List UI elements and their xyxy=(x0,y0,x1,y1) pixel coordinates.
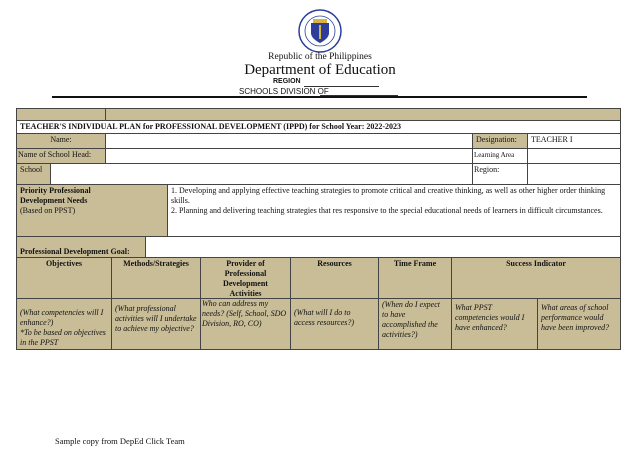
name-field[interactable] xyxy=(105,133,473,149)
form-title: TEACHER'S INDIVIDUAL PLAN for PROFESSIONAL DEVELOPMENT (IPPD) for School Year: 2022-2023 xyxy=(16,120,621,134)
name-label: Name: xyxy=(16,133,106,149)
school-head-label: Name of School Head: xyxy=(16,148,106,164)
school-head-field[interactable] xyxy=(105,148,473,164)
prompt-methods: (What professional activities will I undertake to achieve my objective? xyxy=(111,298,201,350)
priority-needs-cell xyxy=(167,184,621,237)
header-rule xyxy=(52,96,587,98)
goal-label: Professional Development Goal: xyxy=(16,236,146,258)
republic-text: Republic of the Philippines xyxy=(268,52,372,62)
footer-note: Sample copy from DepEd Click Team xyxy=(55,436,185,446)
prompt-school-performance: What areas of school performance would have been improved? xyxy=(537,298,621,350)
prompt-time-frame: (When do I expect to have accomplished the activities?) xyxy=(378,298,452,350)
header-success-indicator: Success Indicator xyxy=(451,257,621,299)
prompt-objectives: (What competencies will I enhance?) *To be based on objectives in the PPST xyxy=(16,298,112,350)
header-resources: Resources xyxy=(290,257,379,299)
goal-field[interactable] xyxy=(145,236,621,258)
header-methods: Methods/Strategies xyxy=(111,257,201,299)
prompt-provider: Who can address my needs? (Self, School, SDO Division, RO, CO) xyxy=(200,298,291,350)
header-provider: Provider of Professional Development Activities xyxy=(200,257,291,299)
region-label: REGION xyxy=(273,78,301,85)
division-label: SCHOOLS DIVISION OF xyxy=(239,87,329,96)
deped-seal-logo xyxy=(298,9,342,53)
learning-area-label: Learning Area xyxy=(472,148,528,164)
learning-area-field[interactable] xyxy=(527,148,621,164)
priority-label-cell xyxy=(16,184,168,237)
priority-item-2: 2. Planning and delivering teaching strategies that res responsive to the special educational needs of learners in difficult circumstances. xyxy=(171,206,603,215)
department-title: Department of Education xyxy=(244,62,396,78)
header-objectives: Objectives xyxy=(16,257,112,299)
prompt-ppst-competencies: What PPST competencies would I have enhanced? xyxy=(451,298,538,350)
region-field-label: Region: xyxy=(472,163,528,185)
designation-field[interactable]: TEACHER I xyxy=(527,133,621,149)
school-label: School xyxy=(16,163,51,185)
school-field[interactable] xyxy=(50,163,473,185)
priority-label: Priority Professional Development Needs xyxy=(20,186,91,205)
prompt-resources: (What will I do to access resources?) xyxy=(290,298,379,350)
header-time-frame: Time Frame xyxy=(378,257,452,299)
region-field[interactable] xyxy=(527,163,621,185)
priority-item-1: 1. Developing and applying effective teaching strategies to promote critical and creative thinking, as well as other higher order thinking skills. xyxy=(171,186,606,205)
designation-label: Designation: xyxy=(472,133,528,149)
priority-sub: (Based on PPST) xyxy=(20,206,76,215)
